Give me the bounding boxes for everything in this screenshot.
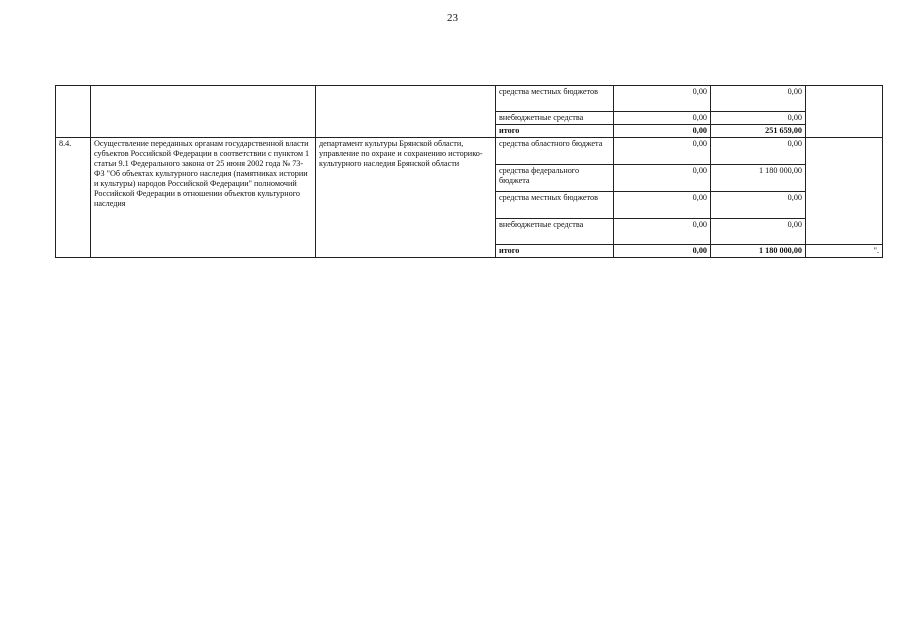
source-cell: внебюджетные средства — [496, 112, 614, 125]
value-cell: 1 180 000,00 — [711, 245, 806, 258]
value-cell: 0,00 — [614, 138, 711, 165]
value-cell: 1 180 000,00 — [711, 165, 806, 192]
value-cell: 0,00 — [614, 112, 711, 125]
end-mark: ". — [806, 245, 883, 258]
value-cell: 0,00 — [711, 192, 806, 219]
executor-cell-empty — [316, 86, 496, 138]
value-cell: 0,00 — [614, 219, 711, 245]
budget-table — [55, 85, 883, 258]
value-cell: 0,00 — [711, 138, 806, 165]
description-cell-empty — [91, 86, 316, 138]
source-cell: средства федерального бюджета — [496, 165, 614, 192]
value-cell: 0,00 — [614, 86, 711, 112]
page-number: 23 — [447, 12, 458, 24]
value-cell: 0,00 — [614, 192, 711, 219]
value-cell: 251 659,00 — [711, 125, 806, 138]
item-description-cell: Осуществление переданных органам государственной власти субъектов Российской Федерации в соответствии с пунктом 1 статьи 9.1 Федерального закона от 25 июня 2002 года № 73-ФЗ "Об объектах культурного наследия (памятниках истории и культуры) народов Российской Федерации" полномочий Российской Федерации в отношении объектов культурного наследия — [91, 138, 316, 258]
source-cell: итого — [496, 125, 614, 138]
note-cell-empty — [806, 138, 883, 245]
source-cell: средства местных бюджетов — [496, 192, 614, 219]
value-cell: 0,00 — [711, 112, 806, 125]
value-cell: 0,00 — [614, 165, 711, 192]
value-cell: 0,00 — [711, 86, 806, 112]
source-cell: средства местных бюджетов — [496, 86, 614, 112]
source-cell: итого — [496, 245, 614, 258]
source-cell: средства областного бюджета — [496, 138, 614, 165]
number-cell-empty — [56, 86, 91, 138]
value-cell: 0,00 — [614, 125, 711, 138]
value-cell: 0,00 — [614, 245, 711, 258]
item-executor-cell: департамент культуры Брянской области, управление по охране и сохранению историко-культурного наследия Брянской области — [316, 138, 496, 258]
note-cell-empty — [806, 86, 883, 138]
table-row — [56, 138, 883, 165]
source-cell: внебюджетные средства — [496, 219, 614, 245]
table-row — [56, 86, 883, 112]
value-cell: 0,00 — [711, 219, 806, 245]
item-number-cell: 8.4. — [56, 138, 91, 258]
